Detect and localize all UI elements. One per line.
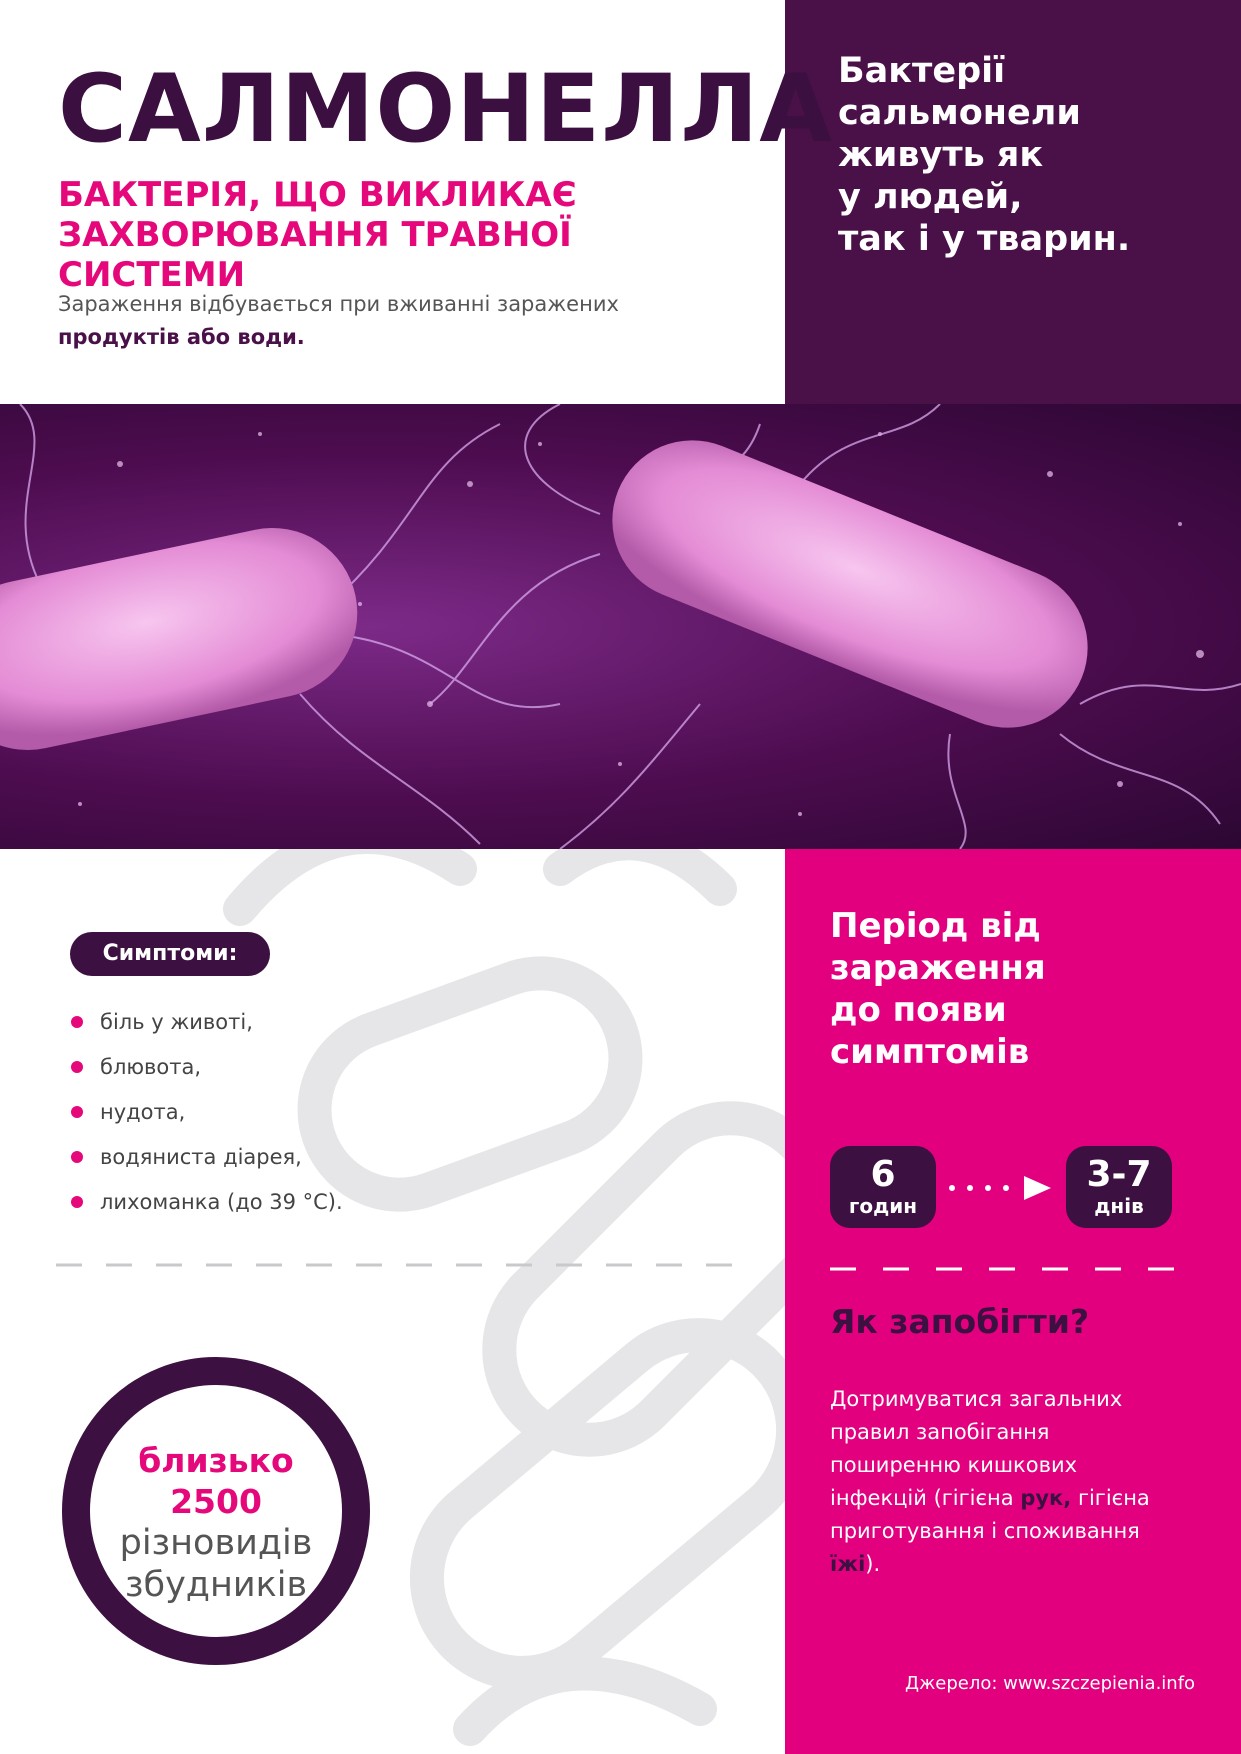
arrow-icon xyxy=(946,1173,1056,1203)
divider-left xyxy=(56,1262,756,1268)
prevention-text-2: гігієна приготування і споживання xyxy=(830,1486,1150,1543)
symptoms-list xyxy=(70,1002,343,1227)
prevention-bold-2: їжі xyxy=(830,1552,866,1576)
period-title: Період від зараження до появи симптомів xyxy=(830,906,1046,1072)
intro-plain: Зараження відбувається при вживанні заражених xyxy=(58,292,619,316)
intro-bold: продуктів або води. xyxy=(58,325,305,349)
divider-right xyxy=(830,1266,1175,1272)
list-item: блювота, xyxy=(70,1047,343,1092)
period-start-value: 6 xyxy=(870,1154,896,1195)
prevention-text-1: Дотримуватися загальних правил запобігання поширенню кишкових інфекцій (гігієна xyxy=(830,1387,1123,1510)
variants-circle xyxy=(62,1357,370,1665)
side-note: Бактерії сальмонели живуть як у людей, так і у тварин. xyxy=(838,51,1131,259)
circle-line-4: збудників xyxy=(124,1565,308,1605)
intro-text xyxy=(58,288,698,354)
period-start-unit: годин xyxy=(848,1194,918,1218)
period-end-badge xyxy=(1066,1146,1172,1228)
prevention-text-3: ). xyxy=(865,1552,881,1576)
period-end-unit: днів xyxy=(1094,1194,1144,1218)
prevention-text xyxy=(830,1383,1175,1581)
page-title: САЛМОНЕЛЛА xyxy=(58,55,834,164)
list-item: нудота, xyxy=(70,1092,343,1137)
bacteria-illustration xyxy=(0,404,1241,849)
list-item: лихоманка (до 39 °C). xyxy=(70,1182,343,1227)
list-item: біль у животі, xyxy=(70,1002,343,1047)
bacteria-image xyxy=(0,404,1241,849)
prevention-bold-1: рук, xyxy=(1020,1486,1072,1510)
symptoms-label: Симптоми: xyxy=(70,932,270,976)
period-start-badge xyxy=(830,1146,936,1228)
period-end-value: 3-7 xyxy=(1086,1154,1152,1195)
source-link[interactable]: Джерело: www.szczepienia.info xyxy=(905,1673,1196,1694)
page-subtitle: БАКТЕРІЯ, ЩО ВИКЛИКАЄ ЗАХВОРЮВАННЯ ТРАВНОЇ СИСТЕМИ xyxy=(58,175,577,295)
prevention-title: Як запобігти? xyxy=(830,1302,1090,1341)
list-item: водяниста діарея, xyxy=(70,1137,343,1182)
circle-line-3: різновидів xyxy=(119,1523,313,1563)
circle-line-1: близько xyxy=(138,1441,294,1480)
circle-line-2: 2500 xyxy=(170,1482,262,1521)
